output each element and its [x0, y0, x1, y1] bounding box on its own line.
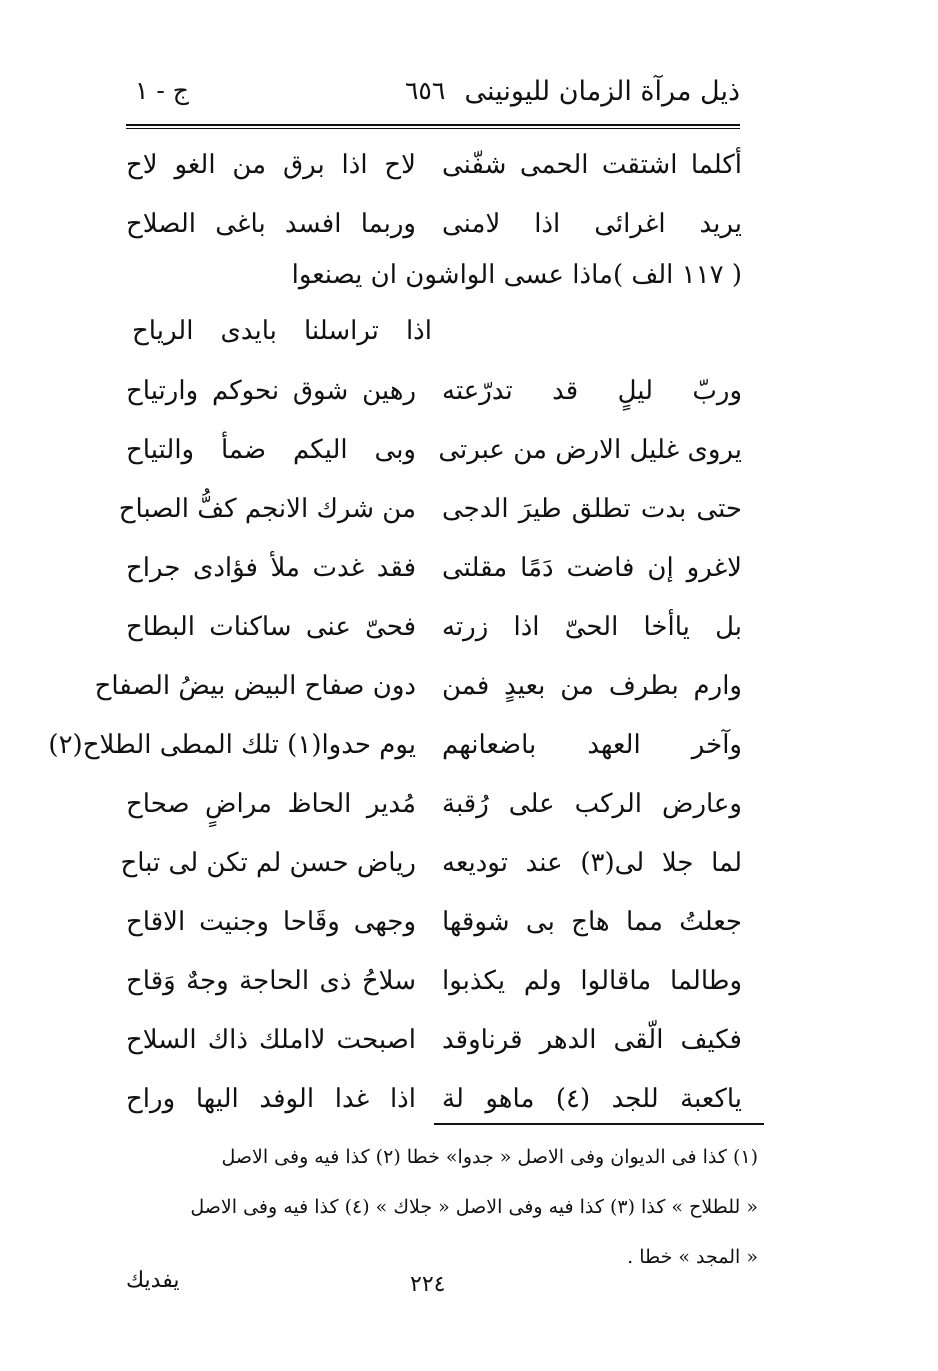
- verse-second-hemistich: اصبحت لااملك ذاك السلاح: [126, 1025, 416, 1055]
- verse-line: [112, 897, 742, 956]
- verse-second-hemistich: فقد غدت ملأ فؤادى جراح: [126, 553, 416, 583]
- verse-line: [112, 602, 742, 661]
- verse-first-hemistich: لما جلا لى(٣) عند توديعه: [442, 848, 742, 878]
- verse-line: [112, 484, 742, 543]
- verse-line: [112, 306, 742, 366]
- footnote-line: « المجد » خطا .: [627, 1246, 758, 1268]
- verse-first-hemistich: وعارض الركب على رُقبة: [442, 789, 742, 819]
- verse-first-hemistich: حتى بدت تطلق طيرَ الدجى: [442, 494, 742, 524]
- verse-line: [112, 838, 742, 897]
- verse-second-hemistich: رهين شوق نحوكم وارتياح: [126, 376, 416, 406]
- verse-first-hemistich: يروى غليل الارض من عبرتى: [438, 435, 742, 465]
- verse-line: [112, 1015, 742, 1074]
- verse-first-hemistich: لاغرو إن فاضت دَمًا مقلتى: [442, 553, 742, 583]
- verse-second-hemistich: اذا غدا الوفد اليها وراح: [126, 1084, 416, 1114]
- sequence-number: ٢٢٤: [410, 1272, 446, 1297]
- verse-first-hemistich: يريد اغرائى اذا لامنى: [442, 209, 742, 239]
- verse-line: [112, 779, 742, 838]
- verse-line: [94, 661, 742, 720]
- verse-second-hemistich: مُدير الحاظ مراضٍ صحاح: [126, 789, 416, 819]
- verse-second-hemistich: وجهى وقَاحا وجنيت الاقاح: [126, 907, 416, 937]
- verse-first-hemistich: أكلما اشتقت الحمى شفّنى: [442, 150, 742, 180]
- verse-first-hemistich: وارم بطرف من بعيدٍ فمن: [442, 671, 742, 701]
- footnotes: [108, 1132, 758, 1282]
- verse-second-hemistich: وربما افسد باغى الصلاح: [126, 209, 416, 239]
- verse-second-hemistich: من شرك الانجم كفُّ الصباح: [118, 494, 416, 524]
- verse-second-hemistich: رياض حسن لم تكن لى تباح: [120, 848, 416, 878]
- verse-first-hemistich: وطالما ماقالوا ولم يكذبوا: [442, 966, 742, 996]
- verse-first-hemistich: ياكعبة للجد (٤) ماهو لة: [442, 1084, 742, 1114]
- verse-line: [112, 956, 742, 1015]
- verse-second-hemistich: يوم حدوا(١) تلك المطى الطلاح(٢): [48, 730, 416, 760]
- header-rule: [126, 124, 740, 129]
- footnote-line: (١) كذا فى الديوان وفى الاصل « جدوا» خطا (٢) كذا فيه وفى الاصل: [221, 1146, 758, 1168]
- verse-second-hemistich: لاح اذا برق من الغو لاح: [126, 150, 416, 180]
- verse-line: [112, 543, 742, 602]
- verse-first-hemistich: جعلتُ مما هاج بى شوقها: [442, 907, 742, 937]
- verse-second-hemistich: وبى اليكم ضمأ والتياح: [126, 435, 416, 465]
- verse-first-hemistich: فكيف الّقى الدهر قرناوقد: [442, 1025, 742, 1055]
- page-number: ٦٥٦: [405, 76, 446, 105]
- verse-first-hemistich: بل ياأخا الحىّ اذا زرته: [442, 612, 742, 642]
- verse-first-hemistich: ( ١١٧ الف )ماذا عسى الواشون ان يصنعوا: [291, 260, 742, 290]
- verse-second-hemistich: فحىّ عنى ساكنات البطاح: [126, 612, 416, 642]
- verse-second-hemistich: دون صفاح البيض بيضُ الصفاح: [94, 671, 416, 701]
- footnote-rule: [434, 1123, 764, 1125]
- verse-line: [48, 720, 742, 779]
- catchword: يفديك: [126, 1268, 180, 1293]
- running-title: ذيل مرآة الزمان لليونينى: [464, 76, 740, 107]
- poem: [48, 140, 742, 1133]
- verse-first-hemistich: وربّ ليلٍ قد تدرّعته: [442, 376, 742, 406]
- verse-line: [112, 425, 742, 484]
- verse-line: [112, 199, 742, 258]
- verse-line: [112, 258, 742, 306]
- verse-line: [112, 140, 742, 199]
- footnote-line: « للطلاح » كذا (٣) كذا فيه وفى الاصل « جلاك » (٤) كذا فيه وفى الاصل: [190, 1196, 758, 1218]
- verse-line: [112, 366, 742, 425]
- verse-first-hemistich: وآخر العهد باضعانهم: [442, 730, 742, 760]
- running-header: [125, 72, 740, 120]
- volume-label: ج - ١: [135, 76, 189, 105]
- verse-second-hemistich: اذا تراسلنا بايدى الرياح: [132, 316, 432, 346]
- verse-second-hemistich: سلاحُ ذى الحاجة وجهٌ وَقاح: [126, 966, 416, 996]
